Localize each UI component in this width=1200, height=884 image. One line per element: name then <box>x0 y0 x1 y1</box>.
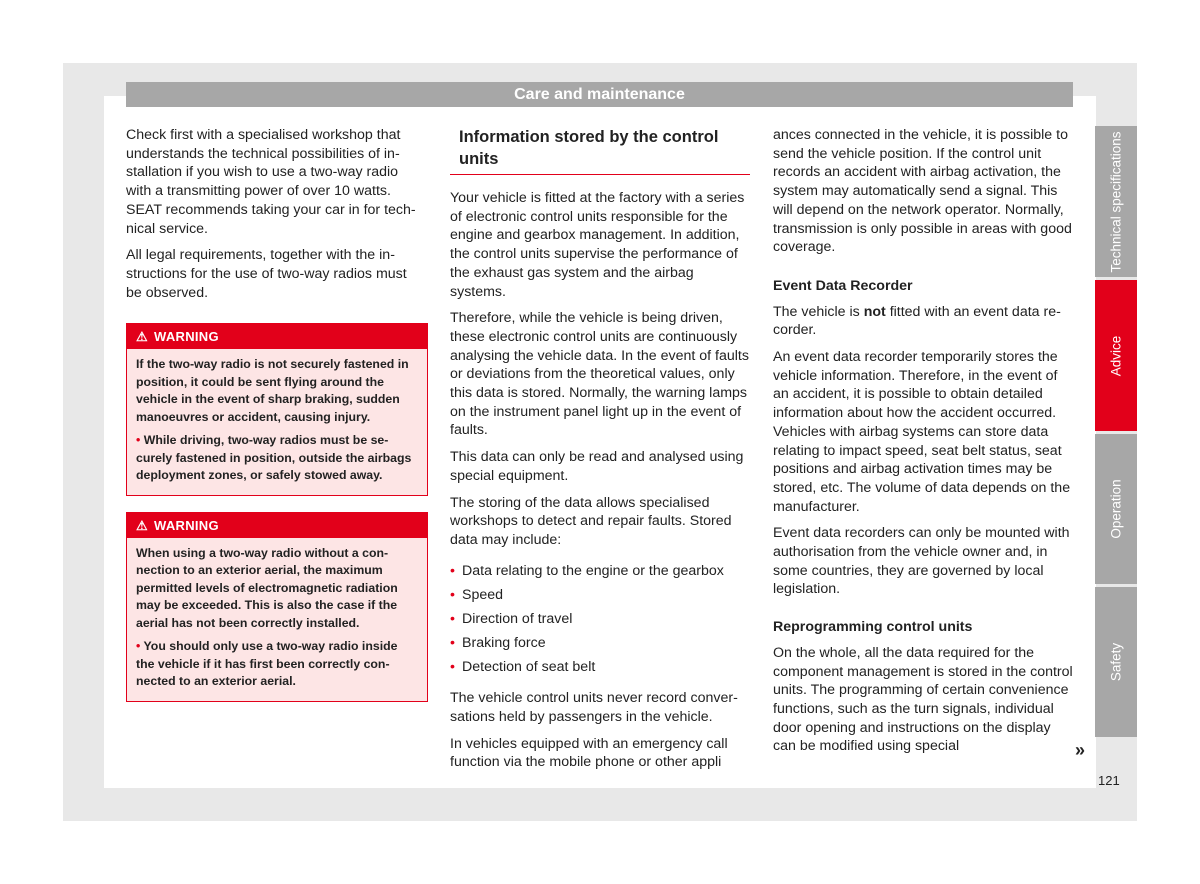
column-1 <box>126 126 424 702</box>
tab-label: Advice <box>1108 335 1124 376</box>
warning-header <box>127 324 427 349</box>
paragraph: The storing of the data allows specialised workshops to detect and repair faults. Stored data may include: <box>450 494 732 548</box>
list-item-text: Direction of travel <box>462 611 573 628</box>
page-number: 121 <box>1098 773 1120 788</box>
tab-operation[interactable] <box>1095 434 1137 584</box>
paragraph: Therefore, while the vehicle is being driven, these electronic control units are continuously analysing the vehicle data. In the event of faults or deviations from the theoretical values, only this data is stored. Normally, the warning lamps on the instrument panel light up in the event of faults. <box>450 310 749 439</box>
list-item-text: Data relating to the engine or the gearbox <box>462 562 724 579</box>
warning-bullet <box>136 432 415 485</box>
paragraph: ances connected in the vehicle, it is possible to send the vehicle position. If the control unit records an accident with airbag activation, the system may automatically send a signal. This will depend on the network operator. Normally, transmission is only possible in areas with good coverage. <box>773 127 1072 256</box>
bullet-icon: • <box>450 562 455 579</box>
bullet-icon: • <box>450 611 455 628</box>
tab-technical-specifications[interactable] <box>1095 126 1137 277</box>
paragraph: Event data recorders can only be mounted with authorisation from the vehicle owner and, in some countries, they are governed by local legislation. <box>773 525 1070 598</box>
subheading: Reprogramming control units <box>773 619 973 636</box>
warning-header <box>127 513 427 538</box>
list-item <box>450 658 750 677</box>
warning-text: If the two-way radio is not securely fastened in position, it could be sent flying around the vehicle in the event of sharp braking, sudden manoeuvres or accident, causing injury. <box>136 357 409 424</box>
warning-bullet-text: You should only use a two-way radio inside the vehicle if it has first been correctly connected to an exterior aerial. <box>136 639 398 689</box>
paragraph: Your vehicle is fitted at the factory with a series of electronic control units responsible for the engine and gearbox management. In addition, the control units supervise the performance of the exhaust gas system and the airbag systems. <box>450 190 745 300</box>
warning-triangle-icon: ⚠ <box>136 329 148 345</box>
paragraph <box>773 303 1073 340</box>
paragraph: In vehicles equipped with an emergency call function via the mobile phone or other appli <box>450 735 728 771</box>
tab-label: Technical specifications <box>1108 130 1124 273</box>
paragraph: An event data recorder temporarily stores the vehicle information. Therefore, in the event of an accident, it is possible to obtain detailed information about how the accident occurred. Vehicles with airbag systems can store data relating to impact speed, seat belt status, seat positions and airbag activation times may be stored, etc. The volume of data depends on the manufacturer. <box>773 349 1071 515</box>
list-item-text: Detection of seat belt <box>462 659 596 676</box>
tab-advice[interactable] <box>1095 280 1137 431</box>
column-3 <box>773 126 1073 764</box>
paragraph: All legal requirements, together with the instructions for the use of two-way radios must be observed. <box>126 247 407 301</box>
continued-arrow-icon: » <box>1075 740 1086 760</box>
warning-bullet <box>136 638 415 691</box>
paragraph: Check first with a specialised workshop that understands the technical possibilities of installation if you wish to use a two-way radio with a transmitting power of over 10 watts. SEAT recommends taking your car in for technical service. <box>126 127 416 237</box>
bullet-icon: • <box>136 639 141 654</box>
text-run: fitted with an event data recorder. <box>773 303 1061 339</box>
text-run: The vehicle is <box>773 303 864 320</box>
list-item-text: Speed <box>462 586 504 603</box>
list-item <box>450 634 750 653</box>
subheading: Event Data Recorder <box>773 277 913 294</box>
bullet-icon: • <box>450 659 455 676</box>
paragraph: The vehicle control units never record conversations held by passengers in the vehicle. <box>450 690 738 725</box>
tab-label: Operation <box>1108 479 1124 539</box>
warning-body <box>127 349 427 495</box>
warning-body <box>127 538 427 701</box>
bullet-icon: • <box>136 433 141 448</box>
warning-text: When using a two-way radio without a connection to an exterior aerial, the maximum permitted levels of electromagnetic radiation may be exceeded. This is also the case if the aerial has not been correctly installed. <box>136 545 398 630</box>
warning-box <box>126 512 428 702</box>
warning-box <box>126 323 428 496</box>
column-2 <box>450 126 750 780</box>
warning-triangle-icon: ⚠ <box>136 517 148 533</box>
paragraph: This data can only be read and analysed using special equipment. <box>450 449 744 484</box>
list-item <box>450 610 750 629</box>
emphasis-text: not <box>863 303 886 320</box>
warning-label: WARNING <box>153 329 219 345</box>
bullet-icon: • <box>450 586 455 603</box>
warning-label: WARNING <box>153 517 219 533</box>
warning-bullet-text: While driving, two-way radios must be securely fastened in position, outside the airbags deployment zones, or safely stowed away. <box>136 433 412 483</box>
chapter-header: Care and maintenance <box>126 82 1073 107</box>
list-item-text: Braking force <box>462 635 546 652</box>
paragraph: On the whole, all the data required for the component management is stored in the control units. The programming of certain convenience functions, such as the turn signals, individual door opening and instructions on the display can be modified using special <box>773 644 1073 755</box>
tab-safety[interactable] <box>1095 587 1137 737</box>
bullet-icon: • <box>450 635 455 652</box>
stored-data-list <box>450 562 750 678</box>
list-item <box>450 586 750 605</box>
tab-label: Safety <box>1108 642 1124 682</box>
list-item <box>450 562 750 581</box>
section-title: Information stored by the control units <box>450 126 750 175</box>
